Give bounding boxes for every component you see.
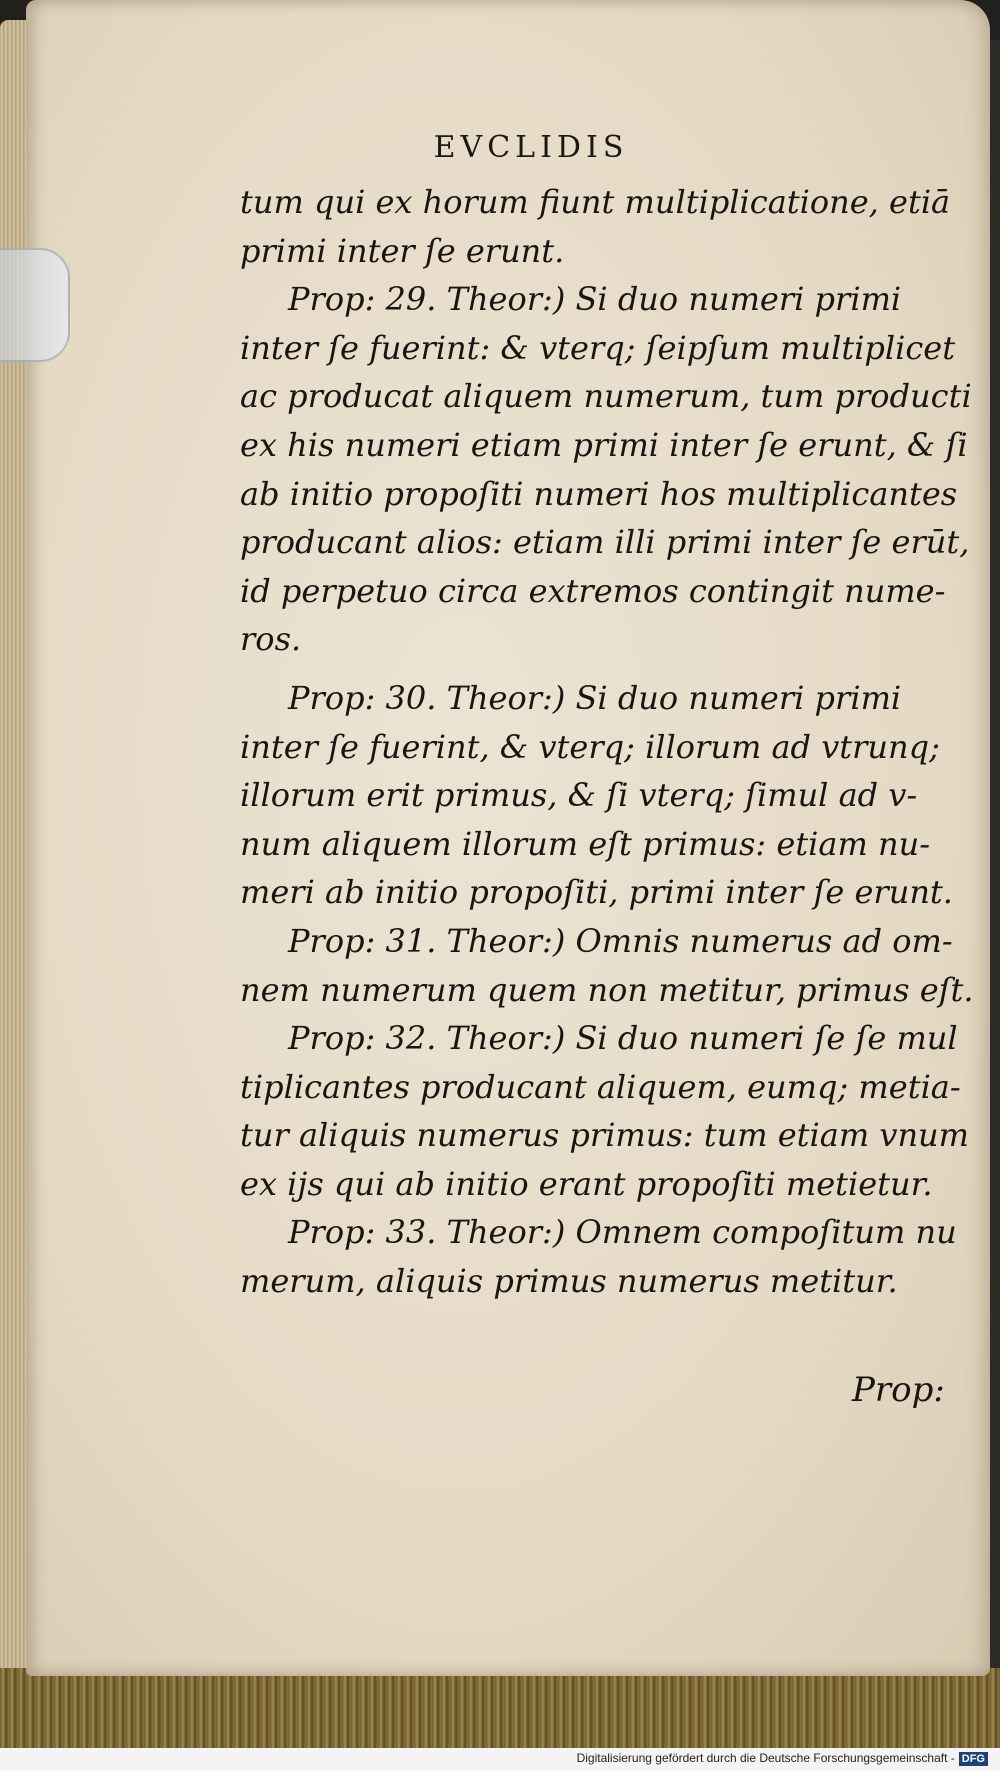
running-head	[26, 130, 990, 165]
proposition-33-heading: Prop: 33. Theor:) Omnem compoſitum nu	[288, 1213, 957, 1252]
proposition-31-heading: Prop: 31. Theor:) Omnis numerus ad om-	[288, 921, 953, 960]
text-line: id perpetuo circa extremos contingit nume-	[240, 571, 946, 610]
text-line: tiplicantes producant aliquem, eumq; metia-	[240, 1067, 961, 1106]
text-line: illorum erit primus, & ſi vterq; ſimul ad v-	[240, 776, 918, 815]
text-line: tum qui ex horum fiunt multiplicatione, etiā	[240, 183, 951, 221]
proposition-32-heading: Prop: 32. Theor:) Si duo numeri ſe ſe mul	[288, 1019, 958, 1058]
book-page	[26, 0, 990, 1676]
text-block	[240, 178, 974, 1306]
footer-credit	[577, 1751, 988, 1766]
text-line: tur aliquis numerus primus: tum etiam vnum	[240, 1116, 969, 1155]
text-line: ex ijs qui ab initio erant propoſiti metietur.	[240, 1164, 933, 1203]
text-line: num aliquem illorum eſt primus: etiam nu-	[240, 824, 931, 863]
text-line: inter ſe fuerint, & vterq; illorum ad vtrunq;	[240, 727, 940, 766]
dfg-logo: DFG	[959, 1752, 988, 1766]
text-line: merum, aliquis primus numerus metitur.	[240, 1262, 898, 1301]
bookmark-clip	[0, 248, 70, 362]
text-line: ex his numeri etiam primi inter ſe erunt, & ſi	[240, 425, 968, 464]
gilt-edge	[0, 1668, 1000, 1748]
text-line: primi inter ſe erunt.	[240, 231, 565, 270]
text-line: meri ab initio propoſiti, primi inter ſe erunt.	[240, 873, 953, 912]
footer-credit-text: Digitalisierung gefördert durch die Deutsche Forschungsgemeinschaft -	[576, 1751, 955, 1765]
proposition-30-heading: Prop: 30. Theor:) Si duo numeri primi	[288, 678, 902, 717]
text-line: inter ſe fuerint: & vterq; ſeipſum multiplicet	[240, 328, 956, 367]
text-line: ac producat aliquem numerum, tum producti	[240, 377, 972, 416]
catchword: Prop:	[852, 1370, 945, 1410]
text-line: producant alios: etiam illi primi inter ſe erūt,	[240, 523, 970, 562]
proposition-29-heading: Prop: 29. Theor:) Si duo numeri primi	[288, 280, 902, 319]
running-head-text: EVCLIDIS	[433, 130, 629, 165]
text-line: nem numerum quem non metitur, primus eſt.	[240, 970, 974, 1009]
text-line: ab initio propoſiti numeri hos multiplicantes	[240, 474, 958, 513]
text-line: ros.	[240, 620, 302, 659]
